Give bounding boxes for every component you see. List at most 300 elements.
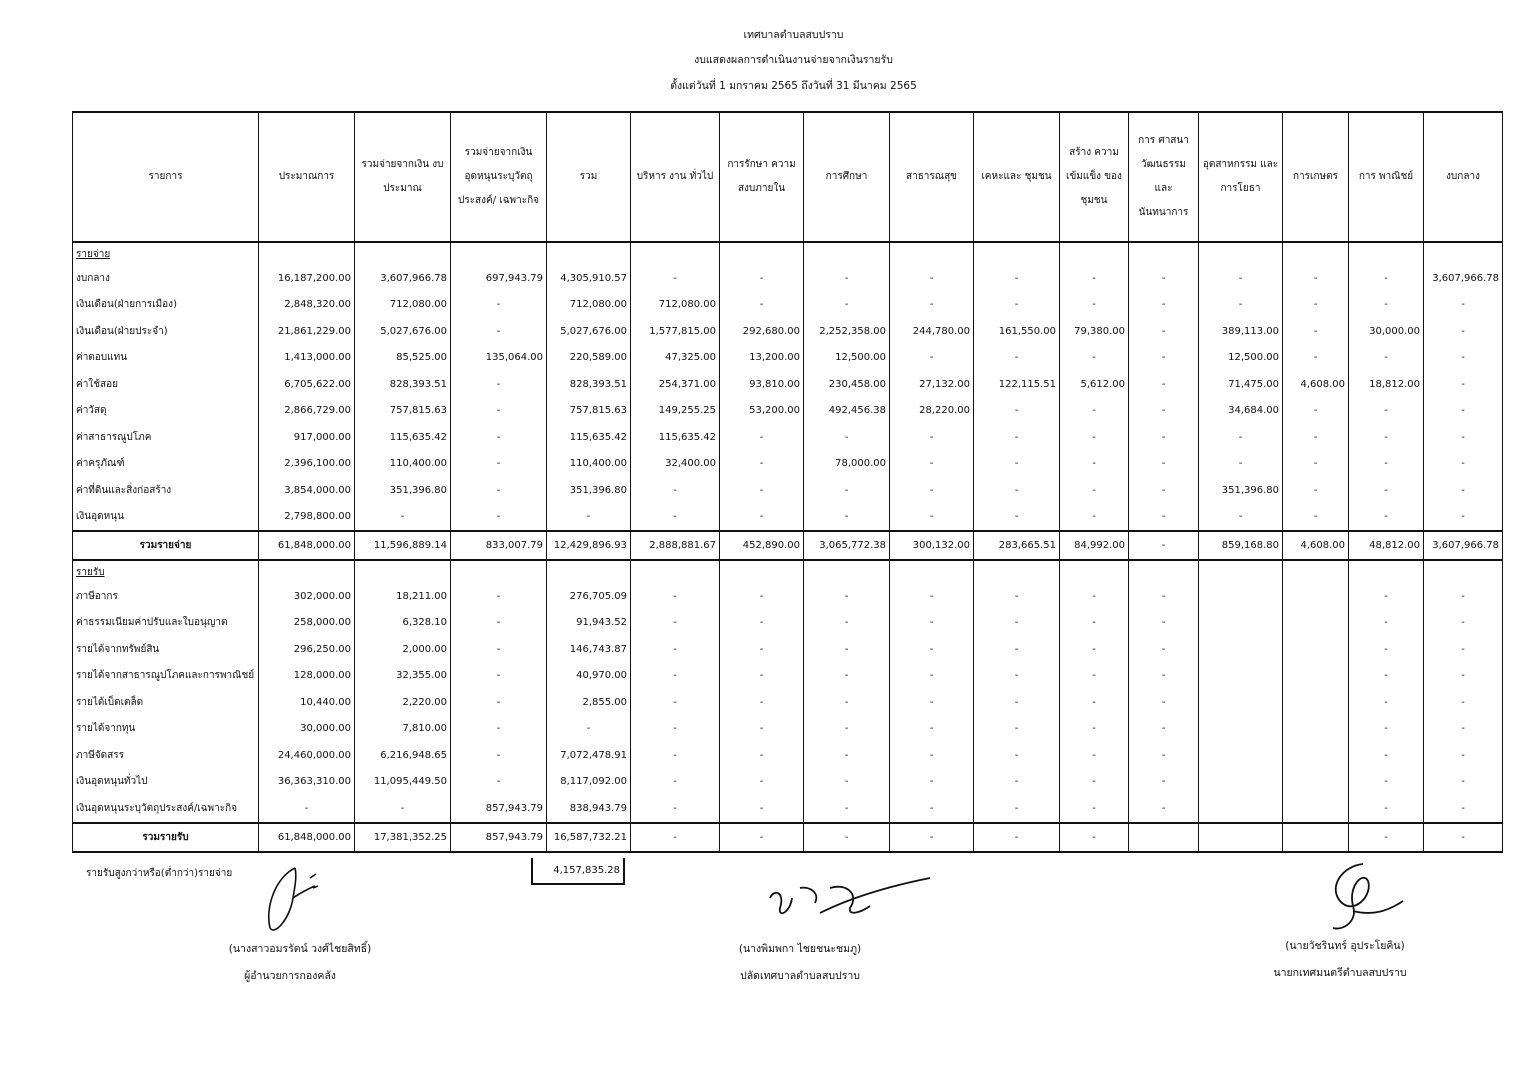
- cell-value: -: [804, 716, 890, 743]
- report-period: ตั้งแต่วันที่ 1 มกราคม 2565 ถึงวันที่ 31 มีนาคม 2565: [670, 80, 917, 92]
- cell-value: -: [1349, 292, 1424, 319]
- cell-value: -: [1283, 477, 1349, 504]
- cell-value: [1283, 742, 1349, 769]
- cell-value: -: [1349, 477, 1424, 504]
- cell-value: -: [890, 663, 974, 690]
- signature-2-title: ปลัดเทศบาลตำบลสบปราบ: [740, 970, 860, 982]
- cell-value: -: [890, 795, 974, 823]
- cell-value: -: [1424, 583, 1503, 610]
- cell-value: -: [1060, 689, 1129, 716]
- cell-value: 389,113.00: [1199, 318, 1283, 345]
- row-label: ค่าตอบแทน: [73, 345, 259, 372]
- column-header-13: การเกษตร: [1283, 112, 1349, 242]
- cell-value: -: [631, 663, 720, 690]
- cell-value: 492,456.38: [804, 398, 890, 425]
- cell-value: 351,396.80: [355, 477, 451, 504]
- cell-value: -: [720, 689, 804, 716]
- cell-value: -: [890, 742, 974, 769]
- cell-value: [1283, 689, 1349, 716]
- cell-value: 115,635.42: [355, 424, 451, 451]
- cell-value: 292,680.00: [720, 318, 804, 345]
- cell-value: -: [1060, 823, 1129, 852]
- cell-value: -: [720, 610, 804, 637]
- expense-row: [73, 504, 1503, 532]
- cell-value: [1283, 716, 1349, 743]
- income-row: [73, 689, 1503, 716]
- cell-value: 93,810.00: [720, 371, 804, 398]
- cell-value: [1199, 663, 1283, 690]
- cell-value: -: [804, 610, 890, 637]
- cell-value: 27,132.00: [890, 371, 974, 398]
- cell-value: 6,328.10: [355, 610, 451, 637]
- column-header-14: การ พาณิชย์: [1349, 112, 1424, 242]
- cell-value: 115,635.42: [547, 424, 631, 451]
- cell-value: 78,000.00: [804, 451, 890, 478]
- cell-value: 3,607,966.78: [355, 265, 451, 292]
- cell-value: -: [1349, 742, 1424, 769]
- cell-value: 2,866,729.00: [259, 398, 355, 425]
- cell-value: -: [720, 451, 804, 478]
- cell-value: 10,440.00: [259, 689, 355, 716]
- cell-value: -: [1283, 504, 1349, 532]
- surplus-label: รายรับสูงกว่าหรือ(ต่ำกว่า)รายจ่าย: [86, 868, 233, 879]
- row-label: เงินอุดหนุนระบุวัตถุประสงค์/เฉพาะกิจ: [73, 795, 259, 823]
- cell-value: 61,848,000.00: [259, 823, 355, 852]
- row-label: ภาษีจัดสรร: [73, 742, 259, 769]
- cell-value: -: [1129, 663, 1199, 690]
- cell-value: 230,458.00: [804, 371, 890, 398]
- cell-value: -: [720, 424, 804, 451]
- cell-value: -: [631, 636, 720, 663]
- cell-value: 18,812.00: [1349, 371, 1424, 398]
- cell-value: [1283, 769, 1349, 796]
- cell-value: -: [1060, 795, 1129, 823]
- cell-value: 4,608.00: [1283, 371, 1349, 398]
- cell-value: 12,500.00: [804, 345, 890, 372]
- cell-value: -: [451, 689, 547, 716]
- cell-value: 32,400.00: [631, 451, 720, 478]
- cell-value: 13,200.00: [720, 345, 804, 372]
- column-header-9: เคหะและ ชุมชน: [974, 112, 1060, 242]
- signature-1-title: ผู้อำนวยการกองคลัง: [244, 970, 336, 982]
- cell-value: -: [451, 371, 547, 398]
- cell-value: -: [1129, 451, 1199, 478]
- cell-value: -: [1199, 292, 1283, 319]
- expense-row: [73, 371, 1503, 398]
- cell-value: 1,413,000.00: [259, 345, 355, 372]
- cell-value: 122,115.51: [974, 371, 1060, 398]
- cell-value: 5,027,676.00: [355, 318, 451, 345]
- cell-value: -: [631, 504, 720, 532]
- expense-row: [73, 424, 1503, 451]
- cell-value: -: [451, 477, 547, 504]
- cell-value: 838,943.79: [547, 795, 631, 823]
- cell-value: -: [804, 663, 890, 690]
- cell-value: -: [720, 663, 804, 690]
- cell-value: -: [631, 823, 720, 852]
- cell-value: -: [1060, 716, 1129, 743]
- signature-2-name: (นางพิมพกา ไชยชนะชมภู): [738, 943, 862, 955]
- cell-value: -: [804, 292, 890, 319]
- cell-value: -: [631, 742, 720, 769]
- cell-value: 712,080.00: [547, 292, 631, 319]
- cell-value: 5,612.00: [1060, 371, 1129, 398]
- row-label: รายได้จากทรัพย์สิน: [73, 636, 259, 663]
- cell-value: -: [631, 769, 720, 796]
- cell-value: [1199, 583, 1283, 610]
- cell-value: -: [1424, 398, 1503, 425]
- cell-value: -: [890, 583, 974, 610]
- cell-value: -: [1129, 477, 1199, 504]
- cell-value: 4,608.00: [1283, 531, 1349, 560]
- cell-value: -: [804, 795, 890, 823]
- cell-value: -: [1349, 504, 1424, 532]
- cell-value: 28,220.00: [890, 398, 974, 425]
- cell-value: -: [1283, 424, 1349, 451]
- cell-value: -: [974, 769, 1060, 796]
- cell-value: [1199, 610, 1283, 637]
- cell-value: 351,396.80: [1199, 477, 1283, 504]
- section-label: รายจ่าย: [73, 242, 259, 265]
- cell-value: -: [974, 345, 1060, 372]
- expense-row: [73, 318, 1503, 345]
- row-label: รายได้จากสาธารณูปโภคและการพาณิชย์: [73, 663, 259, 690]
- cell-value: -: [631, 610, 720, 637]
- cell-value: -: [1129, 531, 1199, 560]
- cell-value: [1199, 689, 1283, 716]
- cell-value: -: [974, 424, 1060, 451]
- income-row: [73, 636, 1503, 663]
- cell-value: [1283, 823, 1349, 852]
- cell-value: -: [1424, 795, 1503, 823]
- cell-value: 161,550.00: [974, 318, 1060, 345]
- cell-value: 4,305,910.57: [547, 265, 631, 292]
- column-header-10: สร้าง ความ เข้มแข็ง ของชุมชน: [1060, 112, 1129, 242]
- cell-value: 21,861,229.00: [259, 318, 355, 345]
- cell-value: -: [1424, 292, 1503, 319]
- cell-value: -: [974, 292, 1060, 319]
- cell-value: 3,607,966.78: [1424, 531, 1503, 560]
- cell-value: -: [1424, 823, 1503, 852]
- signature-3-name: (นายวัชรินทร์ อุประโยคิน): [1285, 940, 1405, 952]
- cell-value: 91,943.52: [547, 610, 631, 637]
- cell-value: 2,220.00: [355, 689, 451, 716]
- cell-value: 300,132.00: [890, 531, 974, 560]
- cell-value: -: [804, 689, 890, 716]
- cell-value: 135,064.00: [451, 345, 547, 372]
- cell-value: -: [720, 716, 804, 743]
- cell-value: -: [1129, 610, 1199, 637]
- cell-value: [1129, 823, 1199, 852]
- cell-value: -: [1129, 292, 1199, 319]
- cell-value: -: [720, 636, 804, 663]
- cell-value: 115,635.42: [631, 424, 720, 451]
- cell-value: 712,080.00: [631, 292, 720, 319]
- cell-value: [1199, 636, 1283, 663]
- cell-value: -: [1424, 424, 1503, 451]
- cell-value: 859,168.80: [1199, 531, 1283, 560]
- row-label: ค่าใช้สอย: [73, 371, 259, 398]
- cell-value: -: [1060, 398, 1129, 425]
- income-row: [73, 583, 1503, 610]
- cell-value: -: [1129, 398, 1199, 425]
- cell-value: -: [1349, 823, 1424, 852]
- cell-value: 30,000.00: [259, 716, 355, 743]
- section-label: รายรับ: [73, 560, 259, 583]
- expense-row: [73, 477, 1503, 504]
- cell-value: 53,200.00: [720, 398, 804, 425]
- cell-value: -: [890, 769, 974, 796]
- cell-value: -: [720, 477, 804, 504]
- cell-value: 11,095,449.50: [355, 769, 451, 796]
- cell-value: -: [890, 636, 974, 663]
- expense-row: [73, 451, 1503, 478]
- cell-value: 71,475.00: [1199, 371, 1283, 398]
- cell-value: 3,854,000.00: [259, 477, 355, 504]
- cell-value: -: [974, 716, 1060, 743]
- cell-value: -: [451, 610, 547, 637]
- cell-value: 18,211.00: [355, 583, 451, 610]
- cell-value: -: [1060, 477, 1129, 504]
- cell-value: -: [890, 477, 974, 504]
- income-row: [73, 795, 1503, 823]
- cell-value: -: [974, 610, 1060, 637]
- signature-3-mark: [1318, 856, 1408, 936]
- cell-value: -: [1060, 663, 1129, 690]
- cell-value: -: [1349, 689, 1424, 716]
- cell-value: -: [1129, 769, 1199, 796]
- cell-value: [1283, 795, 1349, 823]
- cell-value: -: [1060, 769, 1129, 796]
- cell-value: 110,400.00: [547, 451, 631, 478]
- expense-section-header: [73, 242, 1503, 265]
- cell-value: 3,065,772.38: [804, 531, 890, 560]
- cell-value: 276,705.09: [547, 583, 631, 610]
- cell-value: -: [1424, 610, 1503, 637]
- cell-value: -: [1060, 742, 1129, 769]
- column-header-4: รวม: [547, 112, 631, 242]
- cell-value: -: [890, 451, 974, 478]
- cell-value: -: [1283, 398, 1349, 425]
- cell-value: -: [451, 504, 547, 532]
- cell-value: 16,587,732.21: [547, 823, 631, 852]
- column-header-11: การ ศาสนา วัฒนธรรม และ นันทนาการ: [1129, 112, 1199, 242]
- expense-row: [73, 345, 1503, 372]
- cell-value: 917,000.00: [259, 424, 355, 451]
- cell-value: -: [804, 477, 890, 504]
- signature-2-mark: [760, 868, 940, 928]
- cell-value: 5,027,676.00: [547, 318, 631, 345]
- cell-value: -: [1129, 318, 1199, 345]
- cell-value: 84,992.00: [1060, 531, 1129, 560]
- cell-value: -: [974, 477, 1060, 504]
- cell-value: -: [631, 689, 720, 716]
- cell-value: -: [1129, 504, 1199, 532]
- cell-value: -: [720, 504, 804, 532]
- cell-value: -: [451, 451, 547, 478]
- cell-value: 32,355.00: [355, 663, 451, 690]
- cell-value: -: [355, 795, 451, 823]
- cell-value: -: [1129, 371, 1199, 398]
- cell-value: -: [1129, 345, 1199, 372]
- cell-value: 30,000.00: [1349, 318, 1424, 345]
- cell-value: -: [451, 424, 547, 451]
- cell-value: -: [1283, 451, 1349, 478]
- signature-3-title: นายกเทศมนตรีตำบลสบปราบ: [1273, 967, 1407, 979]
- ledger-table: [72, 111, 1503, 853]
- row-label: ค่าครุภัณฑ์: [73, 451, 259, 478]
- cell-value: -: [720, 823, 804, 852]
- income-row: [73, 716, 1503, 743]
- column-header-6: การรักษา ความ สงบภายใน: [720, 112, 804, 242]
- cell-value: 7,810.00: [355, 716, 451, 743]
- cell-value: -: [804, 823, 890, 852]
- cell-value: -: [451, 769, 547, 796]
- cell-value: -: [804, 504, 890, 532]
- cell-value: -: [1283, 345, 1349, 372]
- cell-value: -: [451, 636, 547, 663]
- cell-value: -: [1424, 451, 1503, 478]
- cell-value: -: [259, 795, 355, 823]
- cell-value: -: [1283, 265, 1349, 292]
- cell-value: -: [1129, 583, 1199, 610]
- cell-value: 833,007.79: [451, 531, 547, 560]
- cell-value: -: [1060, 424, 1129, 451]
- cell-value: -: [1060, 265, 1129, 292]
- cell-value: 24,460,000.00: [259, 742, 355, 769]
- cell-value: 2,888,881.67: [631, 531, 720, 560]
- cell-value: -: [1199, 265, 1283, 292]
- signature-1-name: (นางสาวอมรรัตน์ วงศ์ไชยสิทธิ์): [228, 943, 372, 955]
- cell-value: -: [1129, 424, 1199, 451]
- cell-value: -: [974, 265, 1060, 292]
- income-row: [73, 610, 1503, 637]
- cell-value: -: [1424, 769, 1503, 796]
- row-label: เงินอุดหนุน: [73, 504, 259, 532]
- expense-row: [73, 265, 1503, 292]
- cell-value: 2,396,100.00: [259, 451, 355, 478]
- cell-value: -: [1424, 318, 1503, 345]
- cell-value: -: [451, 292, 547, 319]
- column-header-8: สาธารณสุข: [890, 112, 974, 242]
- cell-value: 757,815.63: [547, 398, 631, 425]
- cell-value: [1283, 610, 1349, 637]
- income-row: [73, 663, 1503, 690]
- column-header-7: การศึกษา: [804, 112, 890, 242]
- row-label: ค่าที่ดินและสิ่งก่อสร้าง: [73, 477, 259, 504]
- cell-value: -: [1283, 318, 1349, 345]
- cell-value: 110,400.00: [355, 451, 451, 478]
- cell-value: -: [451, 583, 547, 610]
- cell-value: 8,117,092.00: [547, 769, 631, 796]
- cell-value: -: [1129, 689, 1199, 716]
- cell-value: 258,000.00: [259, 610, 355, 637]
- cell-value: 244,780.00: [890, 318, 974, 345]
- cell-value: -: [1349, 424, 1424, 451]
- cell-value: -: [720, 769, 804, 796]
- cell-value: 11,596,889.14: [355, 531, 451, 560]
- cell-value: 697,943.79: [451, 265, 547, 292]
- cell-value: 2,252,358.00: [804, 318, 890, 345]
- cell-value: -: [1129, 265, 1199, 292]
- cell-value: -: [451, 716, 547, 743]
- cell-value: 34,684.00: [1199, 398, 1283, 425]
- cell-value: -: [804, 265, 890, 292]
- row-label: รายได้จากทุน: [73, 716, 259, 743]
- cell-value: [1283, 636, 1349, 663]
- cell-value: 2,798,800.00: [259, 504, 355, 532]
- cell-value: -: [1129, 716, 1199, 743]
- cell-value: 12,500.00: [1199, 345, 1283, 372]
- cell-value: -: [1349, 265, 1424, 292]
- cell-value: 128,000.00: [259, 663, 355, 690]
- cell-value: 712,080.00: [355, 292, 451, 319]
- cell-value: -: [974, 795, 1060, 823]
- row-label: ค่าวัสดุ: [73, 398, 259, 425]
- cell-value: 296,250.00: [259, 636, 355, 663]
- cell-value: -: [974, 636, 1060, 663]
- cell-value: -: [974, 663, 1060, 690]
- row-label: รวมรายรับ: [73, 823, 259, 852]
- cell-value: -: [1129, 795, 1199, 823]
- column-header-3: รวมจ่ายจากเงิน อุดหนุนระบุวัตถุ ประสงค์/ เฉพาะกิจ: [451, 112, 547, 242]
- cell-value: -: [890, 292, 974, 319]
- cell-value: -: [1424, 504, 1503, 532]
- cell-value: -: [1349, 610, 1424, 637]
- cell-value: 302,000.00: [259, 583, 355, 610]
- cell-value: -: [1060, 504, 1129, 532]
- cell-value: 857,943.79: [451, 795, 547, 823]
- income-section-header: [73, 560, 1503, 583]
- cell-value: -: [974, 689, 1060, 716]
- row-label: รายได้เบ็ดเตล็ด: [73, 689, 259, 716]
- expense-row: [73, 292, 1503, 319]
- report-title: งบแสดงผลการดำเนินงานจ่ายจากเงินรายรับ: [694, 54, 893, 66]
- cell-value: -: [631, 583, 720, 610]
- cell-value: -: [1129, 636, 1199, 663]
- cell-value: 1,577,815.00: [631, 318, 720, 345]
- cell-value: -: [720, 742, 804, 769]
- cell-value: 48,812.00: [1349, 531, 1424, 560]
- row-label: ค่าสาธารณูปโภค: [73, 424, 259, 451]
- cell-value: -: [355, 504, 451, 532]
- cell-value: 146,743.87: [547, 636, 631, 663]
- cell-value: 220,589.00: [547, 345, 631, 372]
- income-row: [73, 742, 1503, 769]
- cell-value: 452,890.00: [720, 531, 804, 560]
- cell-value: -: [1424, 689, 1503, 716]
- cell-value: -: [1129, 742, 1199, 769]
- cell-value: -: [974, 742, 1060, 769]
- cell-value: [1199, 769, 1283, 796]
- cell-value: 828,393.51: [355, 371, 451, 398]
- cell-value: -: [804, 583, 890, 610]
- cell-value: -: [547, 716, 631, 743]
- cell-value: -: [547, 504, 631, 532]
- cell-value: -: [804, 636, 890, 663]
- cell-value: -: [890, 689, 974, 716]
- cell-value: 3,607,966.78: [1424, 265, 1503, 292]
- cell-value: 828,393.51: [547, 371, 631, 398]
- cell-value: -: [1060, 610, 1129, 637]
- cell-value: -: [890, 265, 974, 292]
- cell-value: -: [1424, 742, 1503, 769]
- cell-value: -: [890, 610, 974, 637]
- cell-value: 2,848,320.00: [259, 292, 355, 319]
- cell-value: -: [890, 716, 974, 743]
- cell-value: -: [1199, 504, 1283, 532]
- cell-value: -: [1060, 292, 1129, 319]
